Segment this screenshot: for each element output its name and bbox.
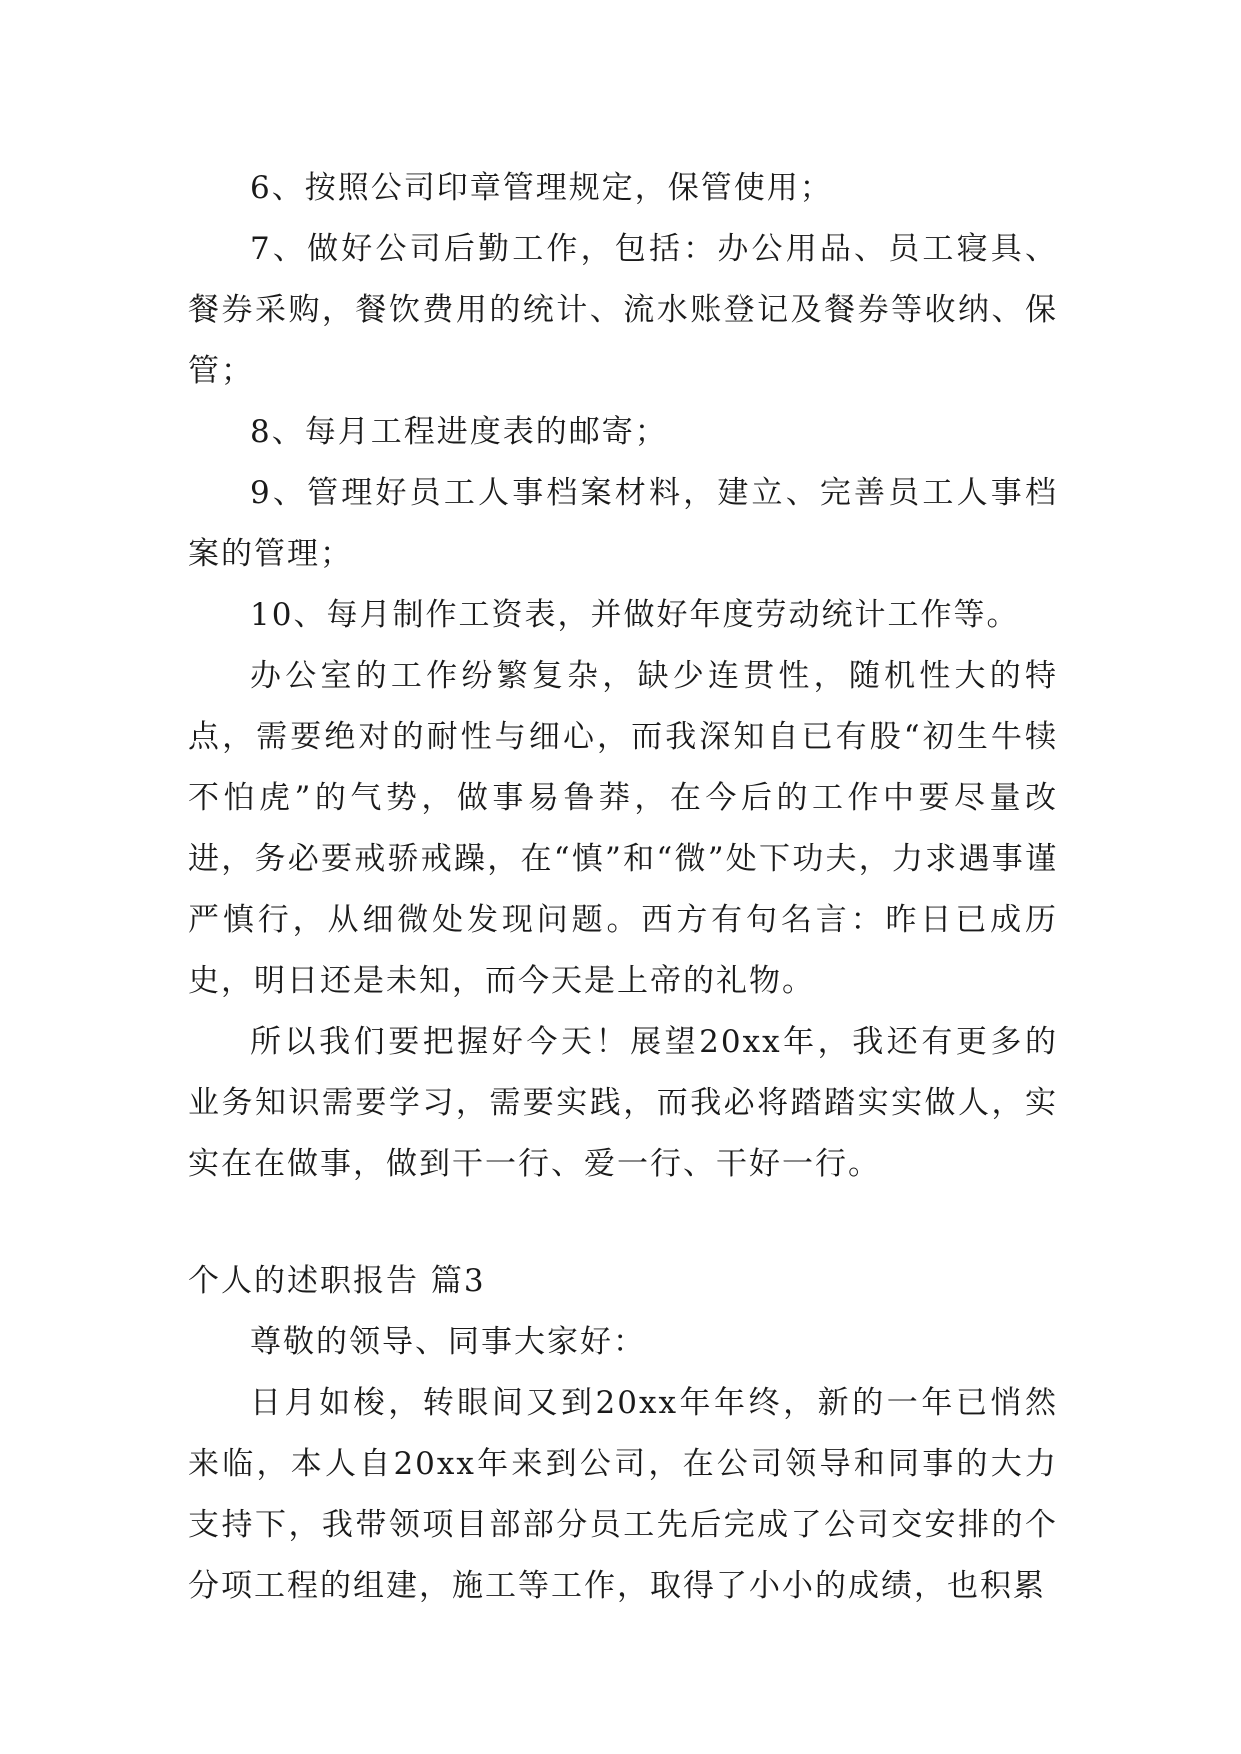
section-heading: 个人的述职报告 篇3 — [188, 1263, 486, 1299]
paragraph-item-9: 9、管理好员工人事档案材料，建立、完善员工人事档案的管理； — [188, 475, 1058, 572]
paragraph-item-6: 6、按照公司印章管理规定，保管使用； — [250, 170, 833, 206]
paragraph-item-7: 7、做好公司后勤工作，包括：办公用品、员工寝具、餐券采购，餐饮费用的统计、流水账登记及餐券等收纳、保管； — [188, 231, 1058, 389]
paragraph-outlook: 所以我们要把握好今天！展望20xx年，我还有更多的业务知识需要学习，需要实践，而我必将踏踏实实做人，实实在在做事，做到干一行、爱一行、干好一行。 — [188, 1024, 1058, 1182]
paragraph-intro: 日月如梭，转眼间又到20xx年年终，新的一年已悄然来临，本人自20xx年来到公司，在公司领导和同事的大力支持下，我带领项目部部分员工先后完成了公司交安排的个分项工程的组建，施工等工作，取得了小小的成绩，也积累 — [188, 1385, 1058, 1604]
paragraph-greeting: 尊敬的领导、同事大家好： — [250, 1324, 646, 1360]
paragraph-item-10: 10、每月制作工资表，并做好年度劳动统计工作等。 — [250, 597, 1020, 633]
paragraph-office-work: 办公室的工作纷繁复杂，缺少连贯性，随机性大的特点，需要绝对的耐性与细心，而我深知自已有股“初生牛犊不怕虎”的气势，做事易鲁莽，在今后的工作中要尽量改进，务必要戒骄戒躁，在“慎”和“微”处下功夫，力求遇事谨严慎行，从细微处发现问题。西方有句名言：昨日已成历史，明日还是未知，而今天是上帝的礼物。 — [188, 658, 1058, 999]
document-body — [188, 158, 1058, 1617]
paragraph-item-8: 8、每月工程进度表的邮寄； — [250, 414, 668, 450]
